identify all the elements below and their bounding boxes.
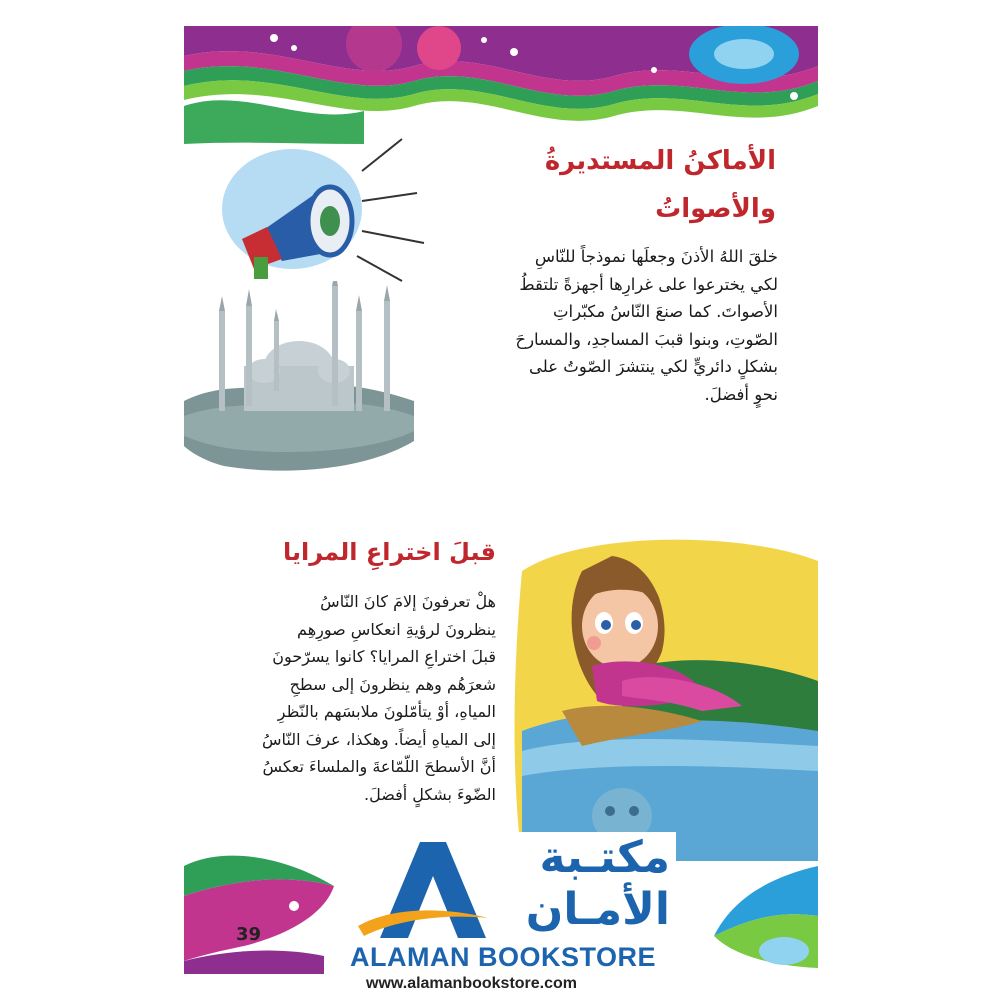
bookstore-watermark (344, 832, 676, 1000)
mosque-illustration (184, 281, 414, 471)
alaman-a-logo-icon (350, 838, 490, 944)
section2-line-3: قبلَ اختراعِ المرايا؟ كانوا يسرّحونَ (272, 647, 496, 666)
section1-line-2: لكي يخترعوا على غرارِها أجهزةً تلتقطُ (519, 274, 778, 294)
section1-title-line2: والأصواتُ (655, 194, 776, 224)
section2-line-6: إلى المياهِ أيضاً. وهكذا، عرفَ النّاسُ (262, 729, 496, 749)
watermark-arabic-line1: مكتـبة (539, 832, 670, 883)
section2-body (262, 588, 496, 808)
girl-reflection-illustration (502, 531, 818, 861)
section2-line-1: هلْ تعرفونَ إلامَ كانَ النّاسُ (320, 592, 496, 611)
bottom-right-swirl-decoration (674, 856, 818, 974)
section1-line-4: الصّوتِ، وبنوا قببَ المساجدِ، والمسارحَ (515, 329, 778, 349)
section2-line-2: ينظرونَ لرؤيةِ انعكاسِ صورِهِم (297, 619, 496, 639)
watermark-arabic-line2: الأمـان (525, 884, 670, 935)
megaphone-illustration (212, 131, 432, 291)
section1-line-1: خلقَ اللهُ الأذنَ وجعلَها نموذجاً للنّاسِ (534, 247, 778, 266)
section1-title: الأماكنُ المستديرةُ (544, 146, 776, 176)
watermark-url: www.alamanbookstore.com (366, 975, 578, 992)
watermark-english-name: ALAMAN BOOKSTORE (350, 942, 657, 972)
section2-title: قبلَ اختراعِ المرايا (282, 538, 496, 566)
bottom-left-swirl-decoration (184, 846, 344, 974)
section2-line-4: شعرَهُم وهم ينظرونَ إلى سطحِ (289, 674, 496, 694)
section2-line-7: أنَّ الأسطحَ اللّمّاعةَ والملساءَ تعكسُ (262, 757, 496, 776)
section1-body (515, 243, 778, 408)
section2-line-8: الضّوءَ بشكلٍ أفضلَ. (363, 784, 496, 804)
section1-line-3: الأصواتَ. كما صنعَ النّاسُ مكبّراتِ (553, 302, 778, 321)
page-number: 39 (236, 924, 262, 945)
section2-line-5: المياهِ، أوْ يتأمّلونَ ملابسَهم بالنّظرِ (277, 702, 496, 721)
section1-line-6: نحوٍ أفضلَ. (704, 384, 778, 404)
section1-line-5: بشكلٍ دائريٍّ لكي ينتشرَ الصّوتُ على (529, 357, 778, 376)
